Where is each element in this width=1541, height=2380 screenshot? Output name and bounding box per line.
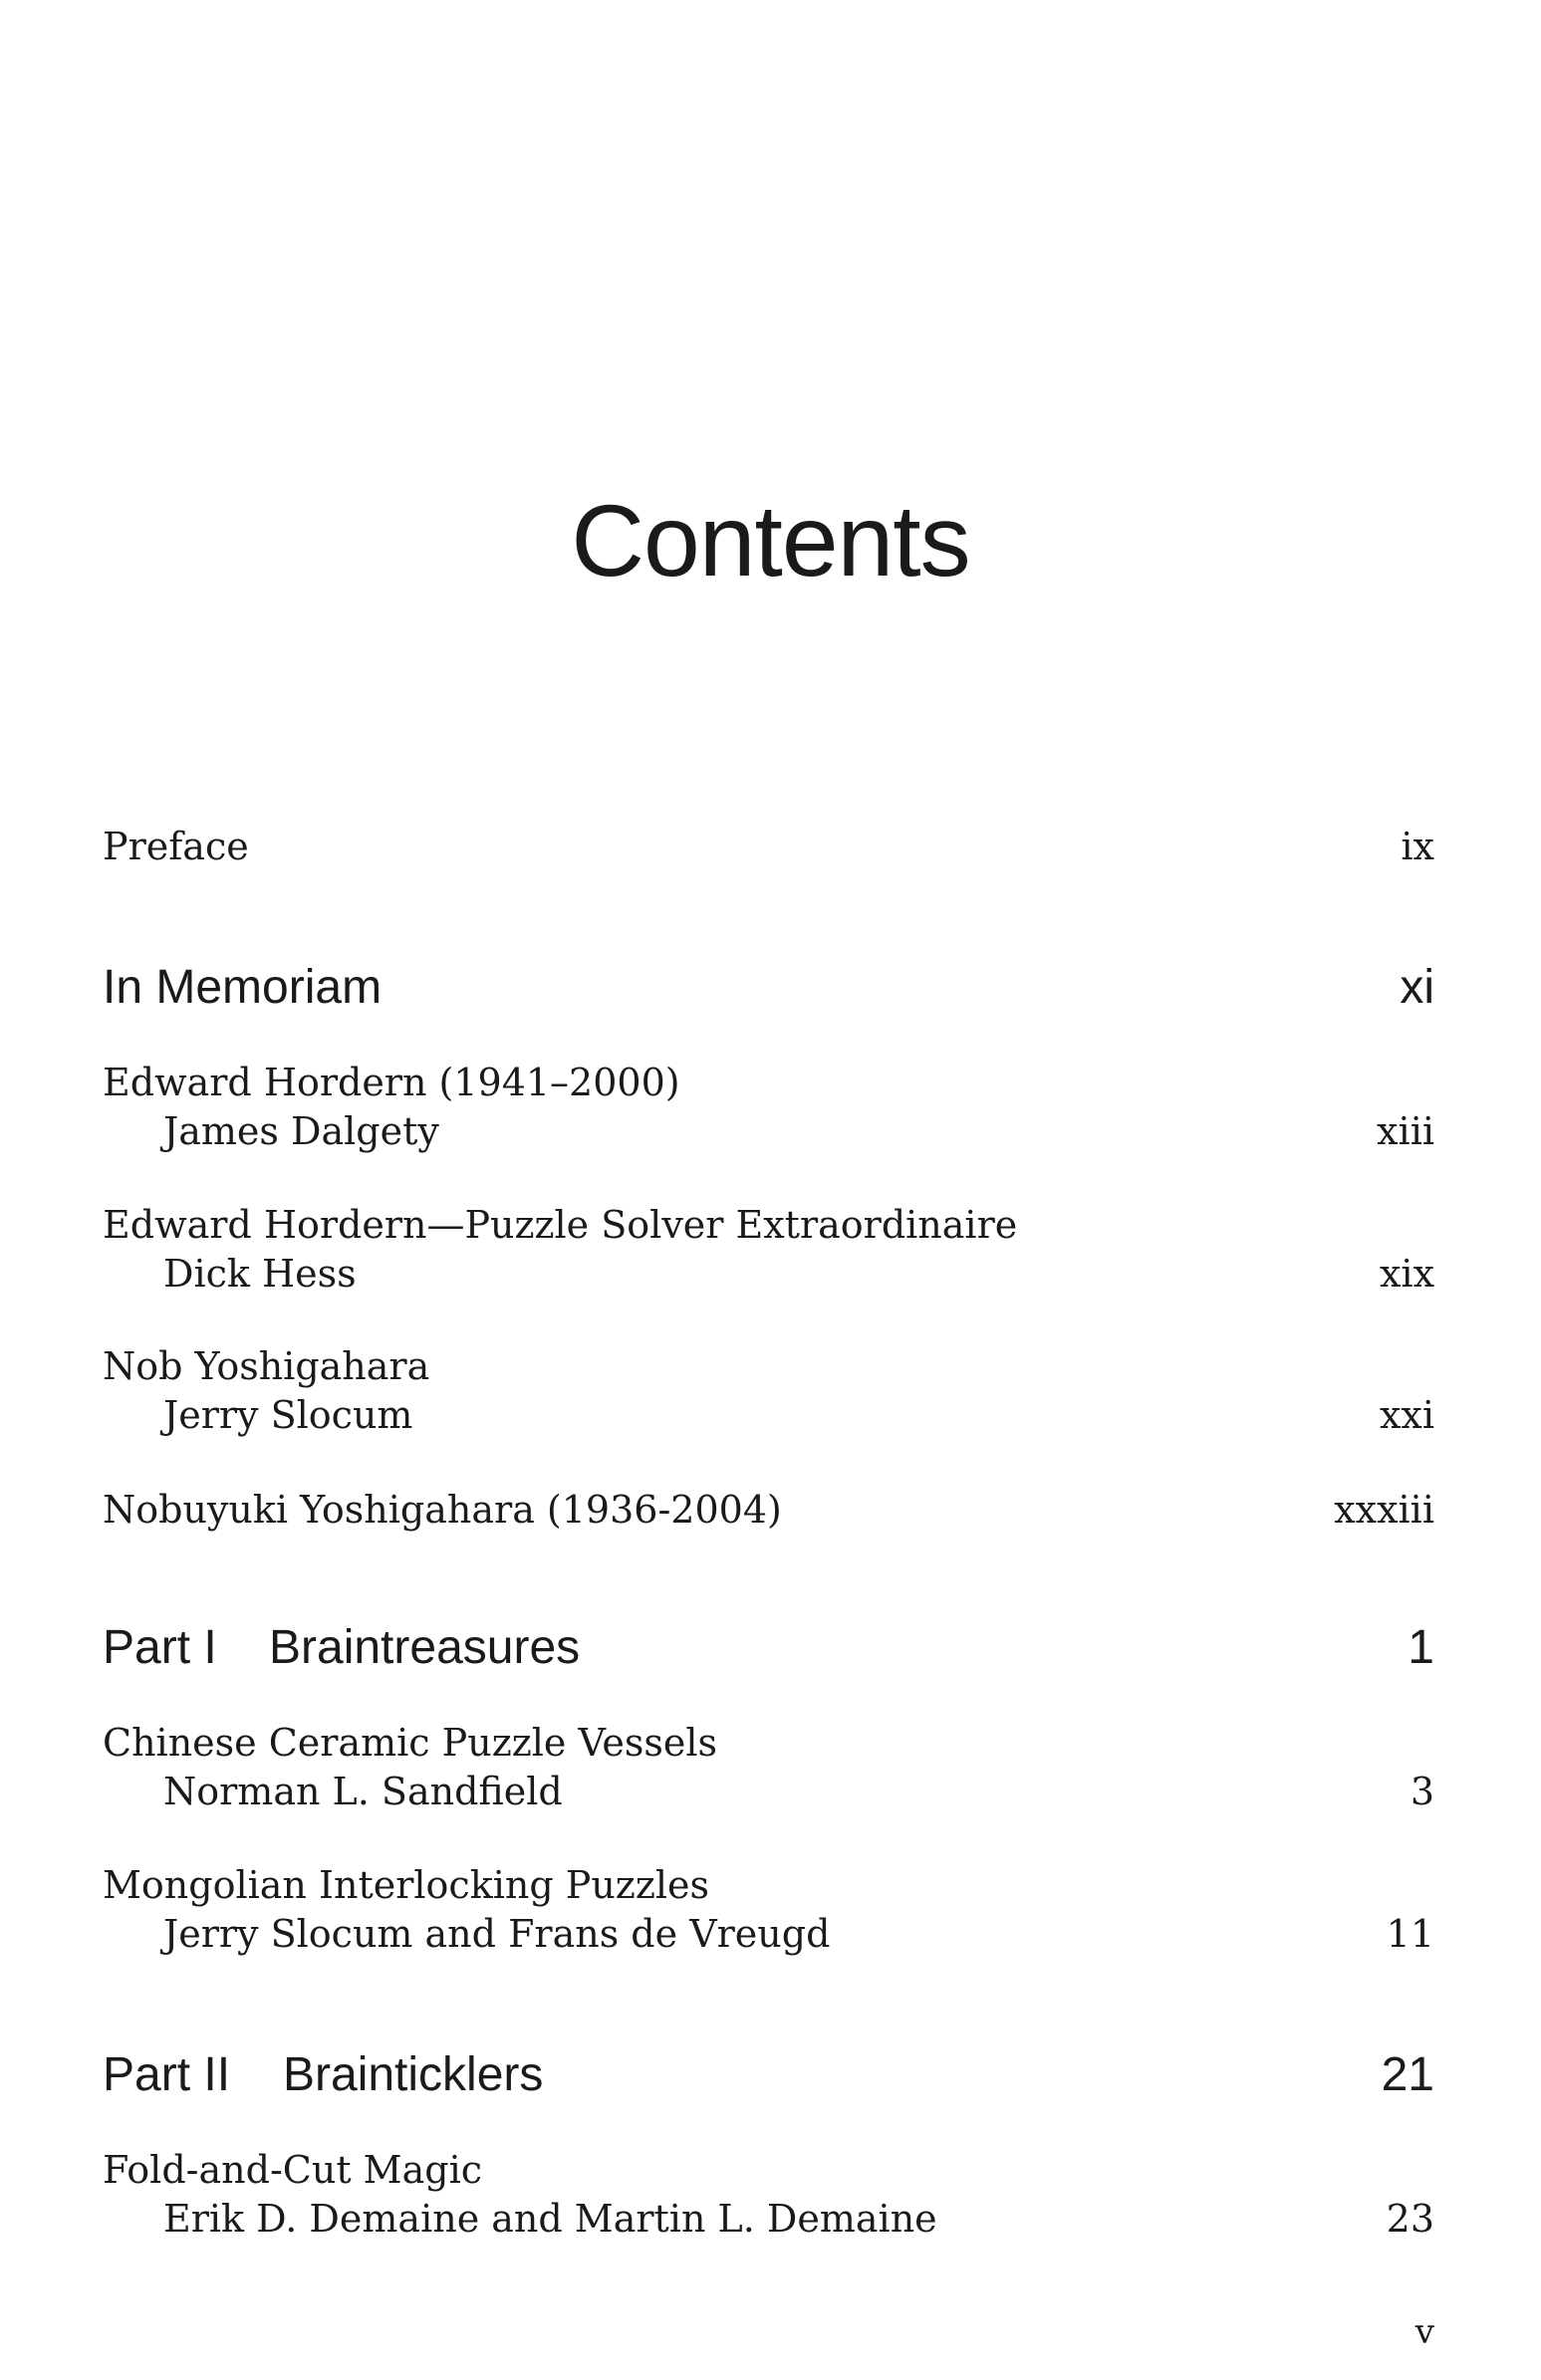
page-number: v <box>1414 2312 1434 2352</box>
toc-entry-title-row <box>103 1718 1434 1768</box>
toc-entry-author-row <box>103 1909 1434 1959</box>
part-label: Part II <box>103 2048 231 2101</box>
toc-entry-preface <box>103 822 1434 871</box>
part-page: 1 <box>1408 1621 1434 1674</box>
part-heading-1 <box>103 1618 1434 1678</box>
toc-entry-author-row <box>103 1106 1434 1156</box>
toc-entry-title-row <box>103 1341 1434 1391</box>
entry-title: Edward Hordern—Puzzle Solver Extraordinaire <box>103 1203 1018 1247</box>
page-title: Contents <box>571 484 970 597</box>
entry-page: 3 <box>1410 1770 1434 1813</box>
entry-page: xiii <box>1377 1109 1434 1153</box>
part-heading-2 <box>103 2045 1434 2105</box>
entry-page: 11 <box>1386 1912 1434 1956</box>
toc-entry-title-row <box>103 1200 1434 1250</box>
toc-entry-author-row <box>103 1767 1434 1816</box>
entry-page: ix <box>1401 825 1434 868</box>
entry-author: Erik D. Demaine and Martin L. Demaine <box>163 2197 937 2241</box>
entry-author: James Dalgety <box>163 1109 439 1153</box>
entry-title: Edward Hordern (1941–2000) <box>103 1061 680 1104</box>
entry-author: Dick Hess <box>163 1252 357 1296</box>
entry-title: Chinese Ceramic Puzzle Vessels <box>103 1721 718 1765</box>
entry-page: 23 <box>1386 2197 1434 2241</box>
entry-page: xxi <box>1379 1393 1434 1437</box>
section-page: xi <box>1400 961 1434 1014</box>
section-heading-memoriam <box>103 958 1434 1018</box>
part-title: Braintreasures <box>269 1621 581 1674</box>
entry-title: Fold-and-Cut Magic <box>103 2148 483 2192</box>
toc-entry-title-row <box>103 1058 1434 1107</box>
entry-title: Preface <box>103 825 249 868</box>
toc-entry-author-row <box>103 2194 1434 2244</box>
toc-entry-title-row <box>103 2145 1434 2195</box>
section-title: In Memoriam <box>103 961 383 1014</box>
entry-author: Jerry Slocum <box>163 1393 413 1437</box>
entry-author: Jerry Slocum and Frans de Vreugd <box>163 1912 831 1956</box>
toc-entry-title-row <box>103 1860 1434 1910</box>
entry-page: xix <box>1379 1252 1434 1296</box>
part-page: 21 <box>1381 2048 1434 2101</box>
entry-page: xxxiii <box>1334 1488 1434 1532</box>
entry-author: Norman L. Sandfield <box>163 1770 563 1813</box>
part-label: Part I <box>103 1621 217 1674</box>
toc-entry-author-row <box>103 1249 1434 1299</box>
toc-entry <box>103 1485 1434 1535</box>
part-title: Brainticklers <box>283 2048 544 2101</box>
entry-title: Nobuyuki Yoshigahara (1936-2004) <box>103 1488 782 1532</box>
toc-entry-author-row <box>103 1390 1434 1440</box>
entry-title: Mongolian Interlocking Puzzles <box>103 1863 709 1907</box>
entry-title: Nob Yoshigahara <box>103 1344 430 1388</box>
